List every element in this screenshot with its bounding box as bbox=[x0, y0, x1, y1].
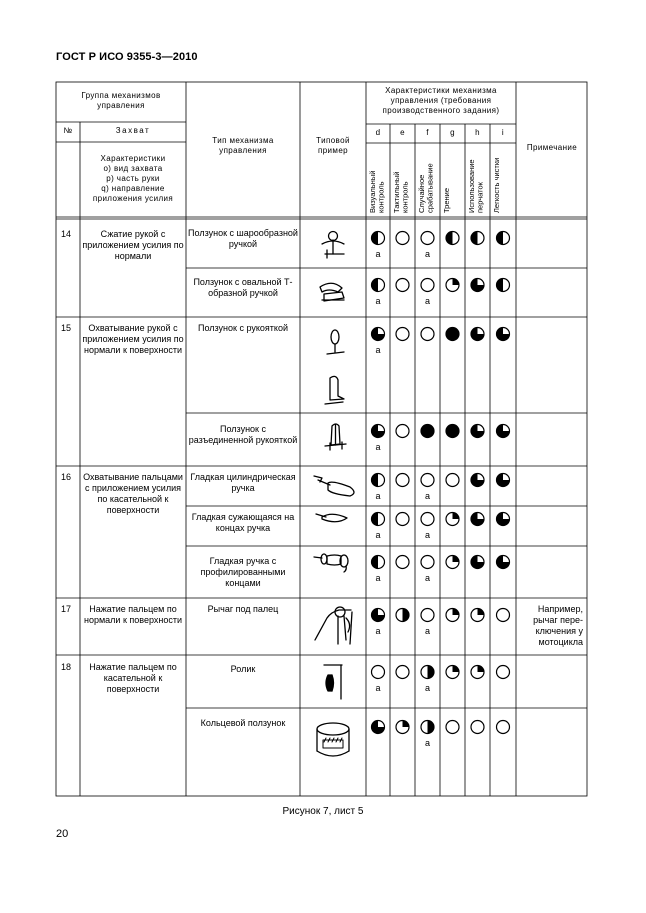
rating-r1-c6 bbox=[497, 232, 510, 245]
mark-r10-c3: a bbox=[424, 738, 431, 748]
col-letter-f: f bbox=[426, 128, 429, 137]
mark-r5-c3: a bbox=[424, 491, 431, 501]
rating-r3-c4 bbox=[446, 328, 459, 341]
row-2-type: Ползунок с овальной Т-образной ручкой bbox=[193, 277, 293, 298]
row-5-type: Гладкая цилиндрическая ручка bbox=[190, 472, 296, 493]
group-18-grip: Нажатие пальцем по касательной к поверхности bbox=[89, 662, 177, 694]
rating-r7-c3 bbox=[421, 556, 434, 569]
rating-r1-c1 bbox=[372, 232, 385, 245]
mark-r5-c1: a bbox=[375, 491, 381, 501]
rating-r10-c5 bbox=[471, 721, 484, 734]
rating-r1-c3 bbox=[421, 232, 434, 245]
col-name-f: Случайное срабатывание bbox=[417, 163, 435, 213]
rating-r2-c4 bbox=[446, 279, 459, 292]
characteristics-header: Характеристики о) вид захвата р) часть руки q) направление приложения усилия bbox=[92, 154, 174, 203]
rating-r10-c4 bbox=[446, 721, 459, 734]
rating-r8-c6 bbox=[497, 609, 510, 622]
row-8-type: Рычаг под палец bbox=[207, 604, 279, 614]
rating-r4-c3 bbox=[421, 425, 434, 438]
rating-r5-c5 bbox=[471, 474, 484, 487]
mark-r8-c1: a bbox=[375, 626, 381, 636]
group-17-grip: Нажатие пальцем по нормали к поверхности bbox=[84, 604, 182, 625]
group-14-grip: Сжатие рукой с приложением усилия по нормали bbox=[82, 229, 184, 261]
rating-r7-c1 bbox=[372, 556, 385, 569]
rating-r9-c2 bbox=[396, 666, 409, 679]
group-14-no: 14 bbox=[61, 229, 72, 239]
mark-r2-c3: a bbox=[424, 296, 431, 306]
rating-r5-c1 bbox=[372, 474, 385, 487]
group-16-grip: Охватывание пальцами с приложением усилия по касательной к поверхности bbox=[83, 472, 183, 515]
no-header: № bbox=[63, 126, 73, 135]
mark-r8-c3: a bbox=[424, 626, 431, 636]
rating-r4-c2 bbox=[396, 425, 409, 438]
col-name-e: Тактильный контроль bbox=[392, 171, 410, 213]
rating-r5-c4 bbox=[446, 474, 459, 487]
rating-r4-c5 bbox=[471, 425, 484, 438]
row-3-type: Ползунок с рукояткой bbox=[198, 323, 288, 333]
col-name-g: Трение bbox=[442, 187, 451, 213]
col-letter-d: d bbox=[375, 128, 381, 137]
row-4-type: Ползунок с разъединенной рукояткой bbox=[188, 424, 298, 445]
mark-r6-c3: a bbox=[424, 530, 431, 540]
col-letter-g: g bbox=[450, 128, 455, 137]
rating-r10-c6 bbox=[497, 721, 510, 734]
rating-r7-c4 bbox=[446, 556, 459, 569]
rating-r10-c2 bbox=[396, 721, 409, 734]
group-18-no: 18 bbox=[61, 662, 72, 672]
group-16-no: 16 bbox=[61, 472, 72, 482]
mark-r2-c1: a bbox=[375, 296, 381, 306]
mark-r9-c3: a bbox=[424, 683, 431, 693]
rating-r8-c3 bbox=[421, 609, 434, 622]
row-10-type: Кольцевой ползунок bbox=[200, 718, 286, 728]
rating-r5-c2 bbox=[396, 474, 409, 487]
rating-r2-c2 bbox=[396, 279, 409, 292]
rating-r10-c1 bbox=[372, 721, 385, 734]
rating-r4-c1 bbox=[372, 425, 385, 438]
mark-r7-c3: a bbox=[424, 573, 431, 583]
figure-caption: Рисунок 7, лист 5 bbox=[282, 806, 364, 817]
rating-r5-c6 bbox=[497, 474, 510, 487]
mark-r1-c3: a bbox=[424, 249, 431, 259]
mark-r3-c1: a bbox=[375, 345, 381, 355]
rating-r6-c1 bbox=[372, 513, 385, 526]
mark-r6-c1: a bbox=[375, 530, 381, 540]
rating-r9-c6 bbox=[497, 666, 510, 679]
rating-r7-c5 bbox=[471, 556, 484, 569]
rating-r3-c1 bbox=[372, 328, 385, 341]
rating-r7-c6 bbox=[497, 556, 510, 569]
rating-r2-c1 bbox=[372, 279, 385, 292]
row-6-type: Гладкая сужающаяся на концах ручка bbox=[191, 512, 295, 533]
rating-r3-c5 bbox=[471, 328, 484, 341]
col-name-h: Использование перчаток bbox=[467, 159, 485, 213]
rating-r8-c5 bbox=[471, 609, 484, 622]
note-header: Примечание bbox=[526, 143, 578, 152]
rating-r1-c5 bbox=[471, 232, 484, 245]
group-title: Группа механизмов управления bbox=[81, 91, 161, 110]
rating-r8-c1 bbox=[372, 609, 385, 622]
rating-r2-c5 bbox=[471, 279, 484, 292]
page-number: 20 bbox=[56, 828, 69, 840]
rating-r4-c4 bbox=[446, 425, 459, 438]
rating-r6-c6 bbox=[497, 513, 510, 526]
row-1-type: Ползунок с шарообразной ручкой bbox=[188, 228, 298, 249]
col-letter-h: h bbox=[475, 128, 480, 137]
rating-r5-c3 bbox=[421, 474, 434, 487]
col-letter-e: e bbox=[400, 128, 405, 137]
rating-r9-c3 bbox=[421, 666, 434, 679]
rating-r6-c4 bbox=[446, 513, 459, 526]
rating-r7-c2 bbox=[396, 556, 409, 569]
rating-r9-c5 bbox=[471, 666, 484, 679]
rating-r2-c6 bbox=[497, 279, 510, 292]
rating-r2-c3 bbox=[421, 279, 434, 292]
group-15-no: 15 bbox=[61, 323, 72, 333]
rating-r6-c5 bbox=[471, 513, 484, 526]
rating-r6-c2 bbox=[396, 513, 409, 526]
row-9-type: Ролик bbox=[230, 664, 256, 674]
rating-r6-c3 bbox=[421, 513, 434, 526]
row-8-note: Например, рычаг пере-ключения у мотоцикла bbox=[533, 604, 583, 647]
mech-type-header: Тип механизма управления bbox=[212, 136, 274, 155]
rating-r1-c2 bbox=[396, 232, 409, 245]
example-header: Типовой пример bbox=[316, 136, 350, 155]
mark-r7-c1: a bbox=[375, 573, 381, 583]
rating-r3-c2 bbox=[396, 328, 409, 341]
rating-r3-c6 bbox=[497, 328, 510, 341]
rating-r4-c6 bbox=[497, 425, 510, 438]
col-letter-i: i bbox=[501, 128, 505, 137]
row-7-type: Гладкая ручка с профилированными концами bbox=[200, 556, 286, 588]
rating-r9-c1 bbox=[372, 666, 385, 679]
rating-r10-c3 bbox=[421, 721, 434, 734]
rating-r1-c4 bbox=[446, 232, 459, 245]
rating-r9-c4 bbox=[446, 666, 459, 679]
mark-r9-c1: a bbox=[375, 683, 381, 693]
col-name-i: Легкость чистки bbox=[492, 157, 501, 213]
group-15-grip: Охватывание рукой с приложением усилия по нормали к поверхности bbox=[82, 323, 184, 355]
rating-r8-c2 bbox=[396, 609, 409, 622]
grip-header: Захват bbox=[115, 126, 151, 135]
document-header: ГОСТ Р ИСО 9355-3—2010 bbox=[56, 51, 198, 63]
char-title-header: Характеристики механизма управления (требования производственного задания) bbox=[382, 86, 500, 115]
rating-r3-c3 bbox=[421, 328, 434, 341]
mark-r4-c1: a bbox=[375, 442, 381, 452]
col-name-d: Визуальный контроль bbox=[368, 170, 386, 213]
mark-r1-c1: a bbox=[375, 249, 381, 259]
rating-r8-c4 bbox=[446, 609, 459, 622]
group-17-no: 17 bbox=[61, 604, 72, 614]
